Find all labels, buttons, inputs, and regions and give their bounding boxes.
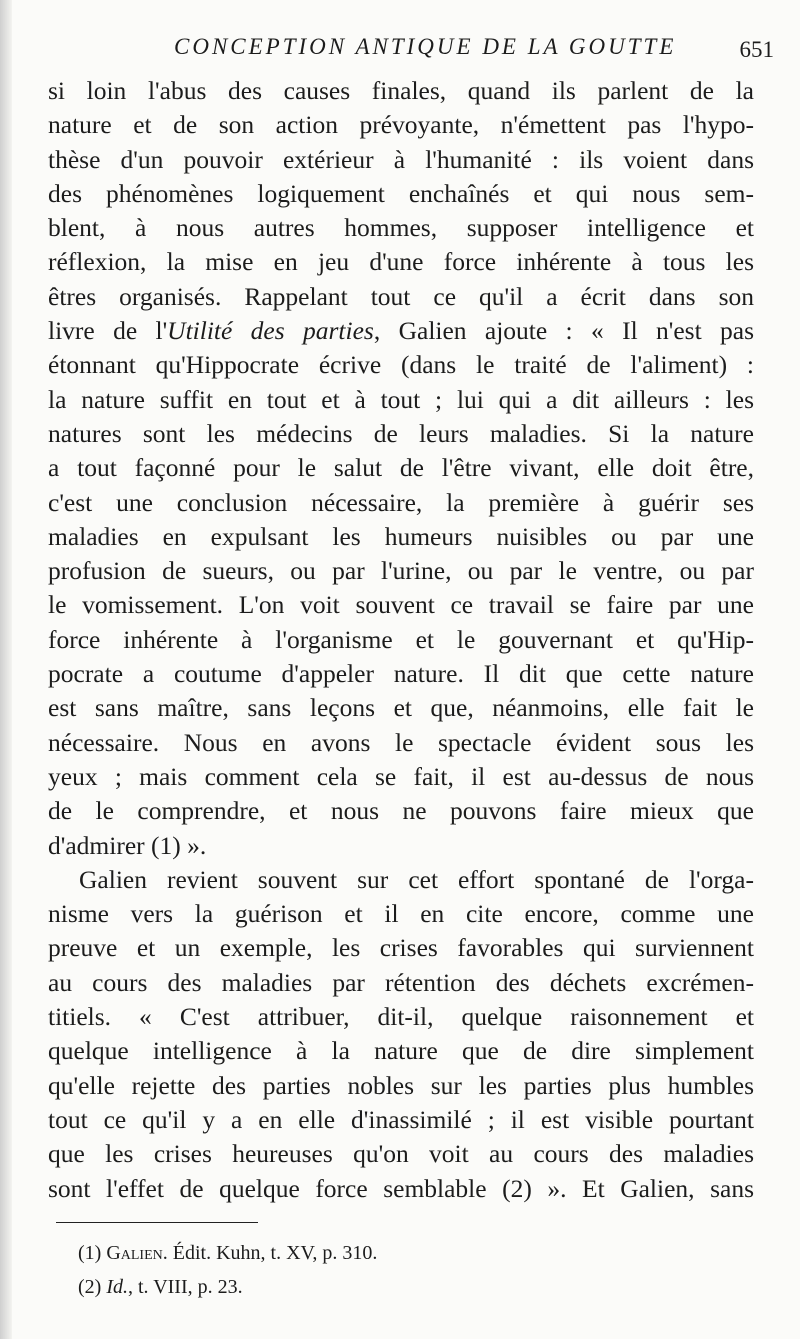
- text-line: sont l'effet de quelque force semblable (2) ». Et Galien, sans: [48, 1173, 754, 1203]
- footnote: [78, 1270, 377, 1304]
- text-line: Galien revient souvent sur cet effort spontané de l'orga-: [79, 864, 754, 894]
- text-line: de le comprendre, et nous ne pouvons faire mieux que: [48, 796, 754, 826]
- text-run: , Galien ajoute : « Il n'est pas: [373, 316, 755, 346]
- text-line: [48, 314, 754, 348]
- text-line: titiels. « C'est attribuer, dit-il, quelque raisonnement et: [48, 1002, 754, 1032]
- text-line: profusion de sueurs, ou par l'urine, ou par le ventre, ou par: [48, 556, 754, 586]
- text-line: tout ce qu'il y a en elle d'inassimilé ; il est visible pourtant: [48, 1104, 754, 1134]
- text-line: preuve et un exemple, les crises favorables qui surviennent: [48, 933, 754, 963]
- text-line: thèse d'un pouvoir extérieur à l'humanité : ils voient dans: [48, 144, 754, 174]
- text-line: est sans maître, sans leçons et que, néanmoins, elle fait le: [48, 693, 754, 723]
- text-run: livre de l': [48, 316, 168, 346]
- text-line: la nature suffit en tout et à tout ; lui qui a dit ailleurs : les: [48, 384, 754, 414]
- footnote-text: . Édit. Kuhn, t. XV, p. 310.: [162, 1242, 378, 1264]
- text-line: a tout façonné pour le salut de l'être vivant, elle doit être,: [48, 453, 754, 483]
- text-line: nisme vers la guérison et il en cite encore, comme une: [48, 899, 754, 929]
- text-line: que les crises heureuses qu'on voit au cours des maladies: [48, 1139, 754, 1169]
- text-line: étonnant qu'Hippocrate écrive (dans le traité de l'aliment) :: [48, 350, 754, 380]
- page-header: [48, 34, 774, 64]
- footnote-author: Id.: [106, 1276, 128, 1298]
- footnotes: [78, 1236, 377, 1304]
- page-number: 651: [739, 37, 774, 62]
- text-line: êtres organisés. Rappelant tout ce qu'il a écrit dans son: [48, 281, 754, 311]
- footnote-mark: (2): [78, 1276, 102, 1298]
- text-line: si loin l'abus des causes finales, quand ils parlent de la: [48, 76, 754, 105]
- footnote-author: Galien: [106, 1242, 163, 1264]
- text-line: au cours des maladies par rétention des déchets excrémen-: [48, 967, 754, 997]
- text-line: maladies en expulsant les humeurs nuisibles ou par une: [48, 521, 754, 551]
- text-line: blent, à nous autres hommes, supposer intelligence et: [48, 213, 754, 243]
- text-line: force inhérente à l'organisme et le gouvernant et qu'Hip-: [48, 624, 754, 654]
- book-title-italic: Utilité des parties: [167, 316, 374, 346]
- text-line: nature et de son action prévoyante, n'émettent pas l'hypo-: [48, 110, 754, 140]
- footnote-separator: [56, 1222, 258, 1223]
- text-line: c'est une conclusion nécessaire, la première à guérir ses: [48, 487, 754, 517]
- text-line: yeux ; mais comment cela se fait, il est au-dessus de nous: [48, 761, 754, 791]
- text-line: le vomissement. L'on voit souvent ce travail se faire par une: [48, 590, 754, 620]
- running-title: CONCEPTION ANTIQUE DE LA GOUTTE: [174, 34, 677, 59]
- footnote-text: , t. VIII, p. 23.: [128, 1276, 243, 1298]
- text-line: des phénomènes logiquement enchaînés et qui nous sem-: [48, 178, 754, 208]
- text-line: qu'elle rejette des parties nobles sur les parties plus humbles: [48, 1070, 754, 1100]
- text-line: nécessaire. Nous en avons le spectacle évident sous les: [48, 727, 754, 757]
- text-line: pocrate a coutume d'appeler nature. Il dit que cette nature: [48, 659, 754, 689]
- footnote: [78, 1236, 377, 1270]
- text-line: quelque intelligence à la nature que de dire simplement: [48, 1036, 754, 1066]
- text-line: d'admirer (1) ».: [48, 830, 207, 860]
- footnote-mark: (1): [78, 1242, 102, 1264]
- text-line: natures sont les médecins de leurs maladies. Si la nature: [48, 418, 754, 448]
- text-line: réflexion, la mise en jeu d'une force inhérente à tous les: [48, 247, 754, 277]
- body-text: [48, 74, 754, 1206]
- page-gutter-shadow: [0, 0, 12, 1339]
